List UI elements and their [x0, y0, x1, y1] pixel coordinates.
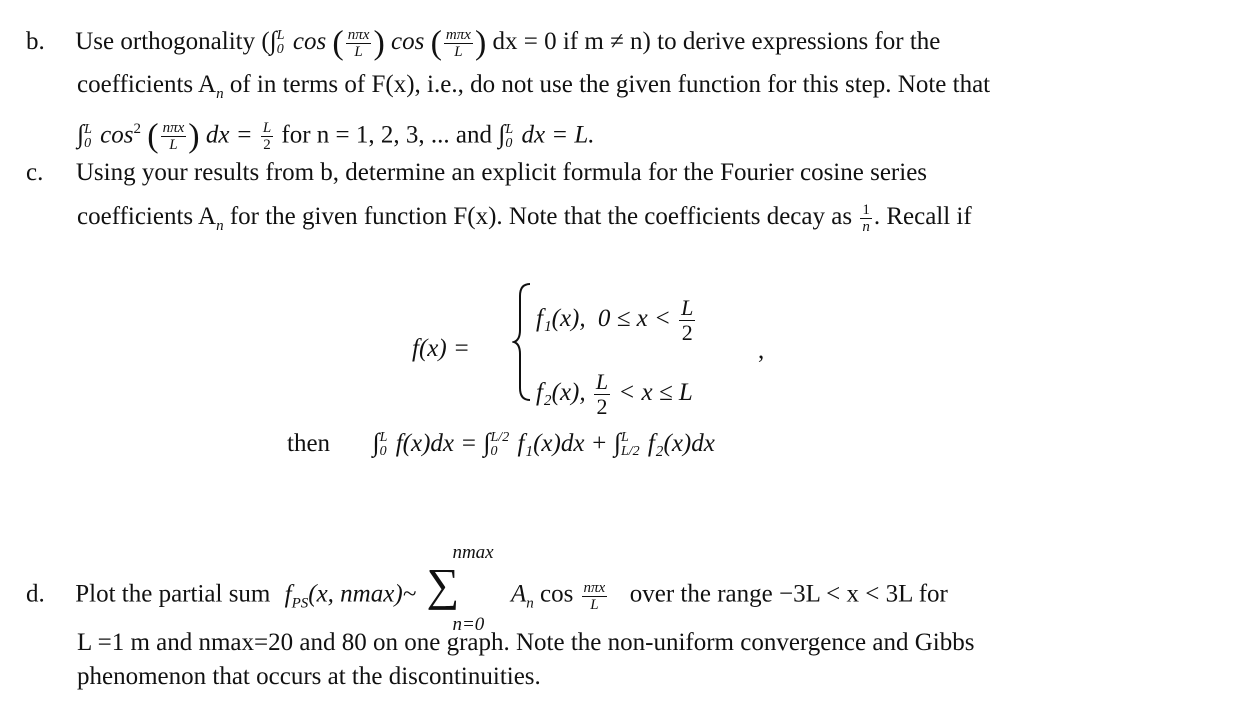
- item-d-line-3: phenomenon that occurs at the discontinuities.: [77, 663, 541, 690]
- item-c-label: c.: [26, 159, 44, 186]
- item-b-line-2: coefficients $A_n$ of in terms of F(x), i.e., do not use the given function for this step. Note that: [77, 71, 991, 102]
- item-c-line-1: c. Using your results from b, determine an explicit formula for the Fourier cosine series: [26, 159, 928, 186]
- item-b-line-1: b. Use orthogonality (∫ L 0 cos ( $\frac{\text{nπx}}{L}$ ) cos ( $\frac{\text{mπx}}{L}$ ) dx = 0 if m ≠ n) to derive expressions for the: [26, 24, 941, 62]
- item-b-label: b.: [26, 28, 45, 55]
- item-c-line-2: coefficients $A_n$ for the given function F(x). Note that the coefficients decay as $\frac{1}{n}$ . Recall if: [77, 202, 972, 235]
- left-brace-icon: [512, 282, 534, 402]
- piecewise-lhs: f(x) =: [412, 335, 470, 362]
- piecewise-case-1: f₁(x), 0 ≤ x < $\frac{L}{2}$: [536, 295, 694, 345]
- item-d-line-1: d. Plot the partial sum $f_{PS}(x$, nmax)~ ∑ nmax n=0 $A_n$ cos $\frac{\text{nπx}}{L}$ over the range −3L < x < 3L for: [26, 542, 948, 635]
- item-d-line-2: L =1 m and nmax=20 and 80 on one graph. Note the non-uniform convergence and Gibbs: [77, 629, 975, 656]
- piecewise-comma: ,: [758, 337, 765, 364]
- then-line: then ∫ L 0 f(x)dx = ∫ L/2 0 f₁(x)dx + ∫ L L/2 f₂(x)dx: [287, 428, 715, 460]
- integral-sign: ∫: [269, 26, 277, 55]
- item-b-line-3: ∫ L 0 $\cos^2$ ( $\frac{\text{nπx}}{L}$ ) dx = $\frac{L}{2}$ for n = 1, 2, 3, ... and ∫ L 0 dx = L.: [77, 117, 595, 155]
- piecewise-case-2: f₂(x), $\frac{L}{2}$ < x ≤ L: [536, 369, 693, 419]
- item-d-label: d.: [26, 580, 45, 608]
- summation-icon: ∑ nmax n=0: [426, 542, 494, 635]
